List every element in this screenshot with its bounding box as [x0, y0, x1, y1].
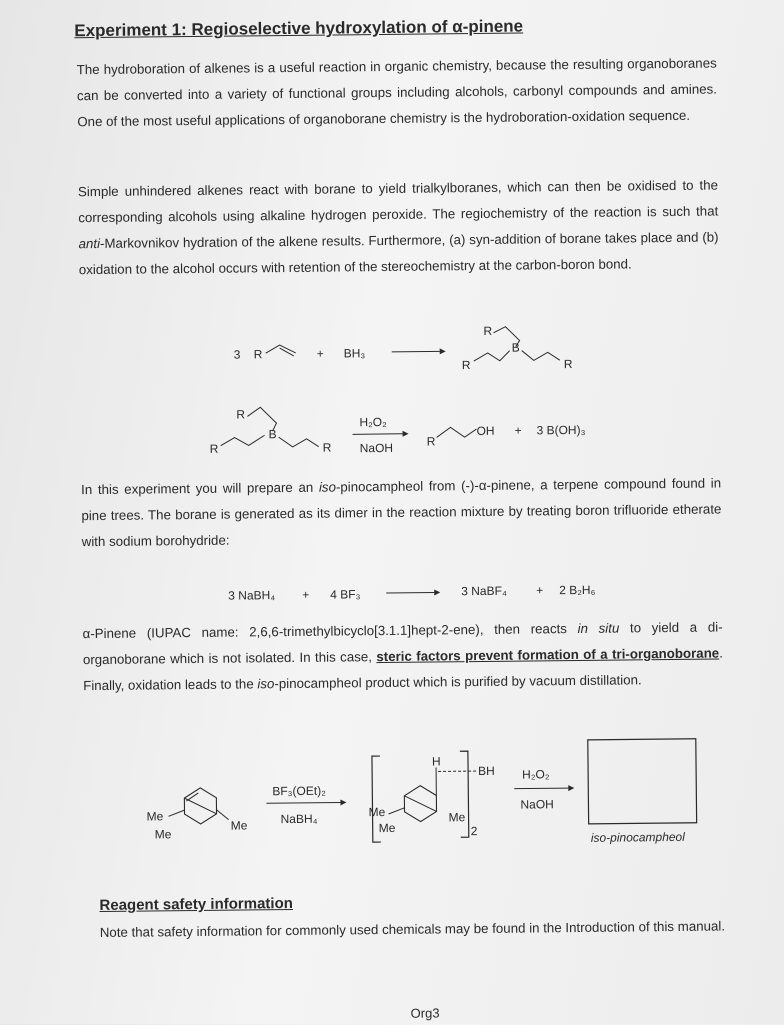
scheme1-plus: + — [317, 347, 324, 361]
svg-text:H: H — [432, 754, 441, 768]
svg-text:R: R — [462, 358, 471, 372]
pinene-paragraph: α-Pinene (IUPAC name: 2,6,6-trimethylbicyclo[3.1.1]hept-2-ene), then reacts in situ to yield a di-organoborane which is not isolated. In this case, steric factors prevent formation of a tri-organoborane. Finally, oxidation leads to the iso-pinocampheol product which is purified by vacuum distillation. — [83, 614, 724, 699]
intro-paragraph: The hydroboration of alkenes is a useful reaction in organic chemistry, because the resulting organoboranes can be converted into a variety of functional groups including alcohols, carbonyl compounds and amines. One of the most useful applications of organoborane chemistry is the hydroboration-oxidation sequence. — [77, 50, 718, 135]
experiment-paragraph: In this experiment you will prepare an iso-pinocampheol from (-)-α-pinene, a terpene compound found in pine trees. The borane is generated as its dimer in the reaction mixture by treating boron trifluoride etherate with sodium borohydride: — [81, 470, 722, 555]
svg-text:Me: Me — [379, 821, 396, 835]
svg-text:R: R — [210, 442, 219, 456]
svg-text:Me: Me — [146, 809, 163, 823]
svg-text:+: + — [536, 583, 543, 597]
svg-text:R: R — [483, 324, 492, 338]
product-structure-box — [588, 739, 697, 824]
borane-reagent: BF₃(OEt)₂ — [272, 784, 326, 799]
svg-text:H₂O₂: H₂O₂ — [522, 767, 550, 781]
svg-text:4 BF₃: 4 BF₃ — [330, 587, 360, 601]
svg-text:B: B — [268, 427, 276, 441]
svg-text:R: R — [564, 357, 573, 371]
product-label: iso-pinocampheol — [591, 830, 686, 845]
svg-text:NaOH: NaOH — [520, 797, 553, 811]
svg-text:Me: Me — [155, 827, 172, 841]
alcohol-oh: OH — [476, 424, 494, 438]
borane-formula: BH₃ — [344, 346, 366, 360]
svg-text:3 NaBH₄: 3 NaBH₄ — [228, 588, 275, 602]
scheme1-coefficient: 3 — [234, 347, 241, 361]
svg-text:2 B₂H₆: 2 B₂H₆ — [559, 583, 595, 597]
scheme1-r-group: R — [254, 347, 263, 361]
boron-hydride-label: BH — [478, 764, 495, 778]
page-number: Org3 — [411, 1005, 440, 1020]
boric-acid-byproduct: 3 B(OH)₃ — [536, 423, 585, 438]
safety-heading: Reagent safety information — [99, 895, 293, 914]
experiment-title: Experiment 1: Regioselective hydroxylation of α-pinene — [74, 17, 523, 42]
dimer-subscript: 2 — [471, 824, 478, 838]
svg-text:R: R — [427, 434, 436, 448]
svg-text:R: R — [323, 441, 332, 455]
svg-text:+: + — [302, 588, 309, 602]
svg-text:R: R — [236, 407, 245, 421]
svg-text:B: B — [512, 341, 520, 355]
svg-text:Me: Me — [368, 805, 385, 819]
oxidant-label: H₂O₂ — [359, 415, 387, 429]
svg-text:+: + — [514, 424, 521, 438]
regiochemistry-paragraph: Simple unhindered alkenes react with borane to yield trialkylboranes, which can then be oxidised to the corresponding alcohols using alkaline hydrogen peroxide. The regiochemistry of the reaction is such that anti-Markovnikov hydration of the alkene results. Furthermore, (a) syn-addition of borane takes place and (b) oxidation to the alcohol occurs with retention of the stereochemistry at the carbon-boron bond. — [78, 172, 719, 283]
base-label: NaOH — [360, 441, 393, 455]
safety-note: Note that safety information for commonly used chemicals may be found in the Introduction of this manual. — [100, 912, 760, 947]
borohydride-reagent: NaBH₄ — [281, 812, 318, 826]
svg-text:3 NaBF₄: 3 NaBF₄ — [461, 584, 507, 598]
svg-text:Me: Me — [231, 818, 248, 832]
svg-text:Me: Me — [449, 810, 466, 824]
